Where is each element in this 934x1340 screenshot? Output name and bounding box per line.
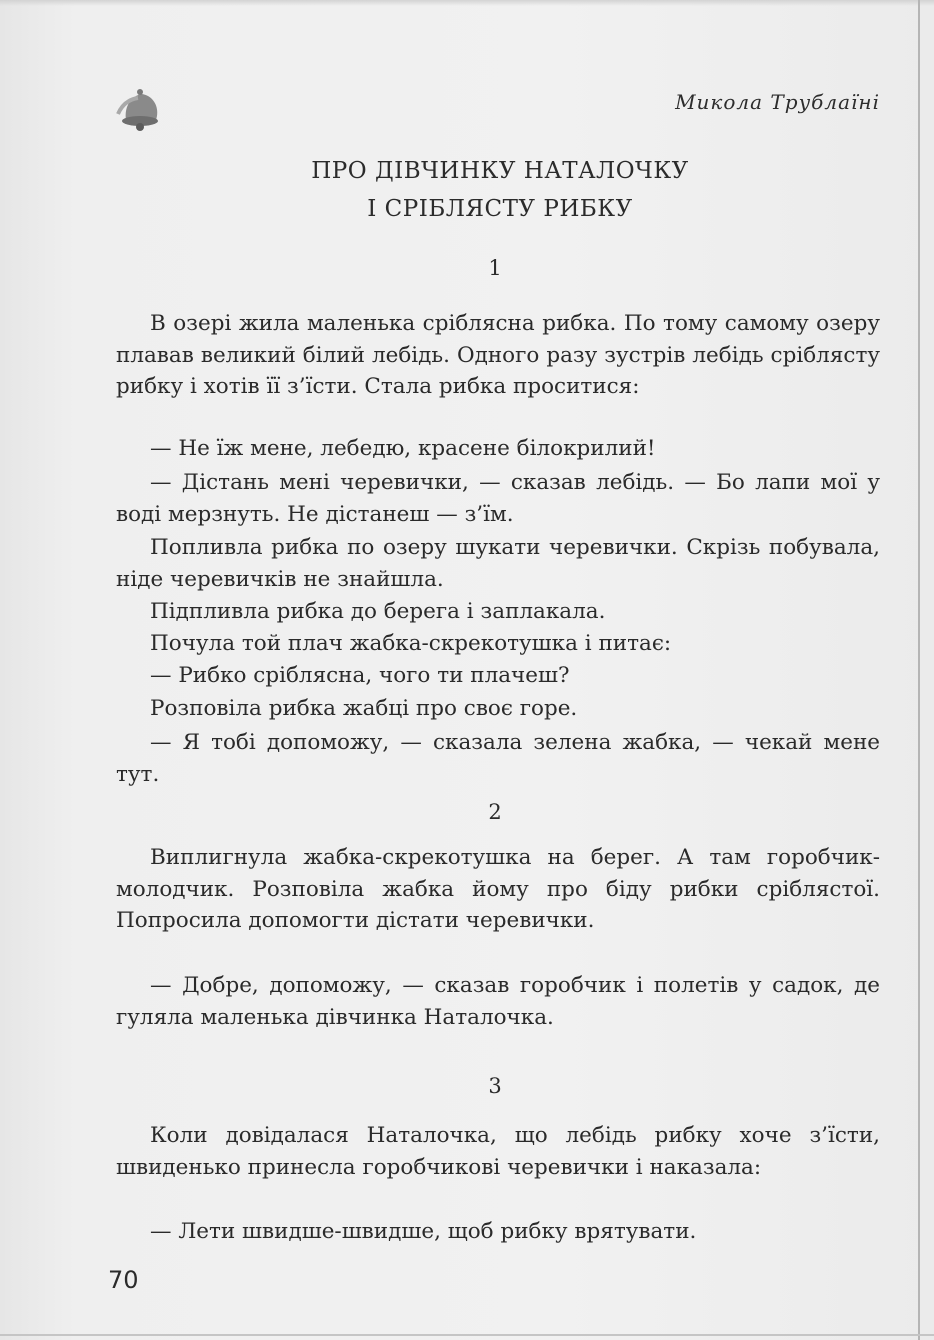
paragraph: В озері жила маленька сріблясна рибка. По тому самому озеру плавав великий білий лебідь. Одного разу зустрів лебідь сріблясту рибку і хотів її з’їсти. Стала рибка проситися: [116, 311, 880, 399]
story-title-line-1: ПРО ДІВЧИНКУ НАТАЛОЧКУ [311, 158, 689, 184]
page-number: 70 [108, 1266, 139, 1294]
bell-icon [110, 80, 170, 140]
paragraph: — Рибко сріблясна, чого ти плачеш? [150, 663, 570, 688]
paragraph: — Лети швидше-швидше, щоб рибку врятувати. [150, 1219, 697, 1244]
page-right-edge [918, 0, 920, 1340]
page-top-edge [0, 0, 934, 6]
paragraph: Коли довідалася Наталочка, що лебідь рибку хоче з’їсти, швиденько принесла горобчикові черевички і наказала: [116, 1123, 880, 1180]
paragraph: — Не їж мене, лебедю, красене білокрилий! [150, 436, 656, 461]
paragraph: Підпливла рибка до берега і заплакала. [150, 599, 606, 624]
author-name: Микола Трублаїні [675, 90, 880, 114]
paragraph: Попливла рибка по озеру шукати черевички. Скрізь побувала, ніде черевичків не знайшла. [116, 535, 880, 592]
paragraph: Виплигнула жабка-скрекотушка на берег. А там горобчик-молодчик. Розповіла жабка йому про біду рибки сріблястої. Попросила допомогти дістати черевички. [116, 845, 880, 933]
paragraph: Почула той плач жабка-скрекотушка і питає: [150, 631, 672, 656]
paragraph: — Добре, допоможу, — сказав горобчик і полетів у садок, де гуляла маленька дівчинка Наталочка. [116, 973, 880, 1030]
paragraph: — Дістань мені черевички, — сказав лебідь. — Бо лапи мої у воді мерзнуть. Не дістанеш — з’їм. [116, 470, 880, 527]
story-title [150, 152, 850, 228]
section-number-3: 3 [488, 1074, 502, 1098]
paragraph: Розповіла рибка жабці про своє горе. [150, 696, 578, 721]
page-bottom-edge [0, 1334, 934, 1336]
story-title-line-2: І СРІБЛЯСТУ РИБКУ [367, 196, 633, 222]
paragraph: — Я тобі допоможу, — сказала зелена жабка, — чекай мене тут. [116, 730, 880, 787]
section-number-1: 1 [488, 256, 502, 280]
section-number-2: 2 [488, 800, 502, 824]
